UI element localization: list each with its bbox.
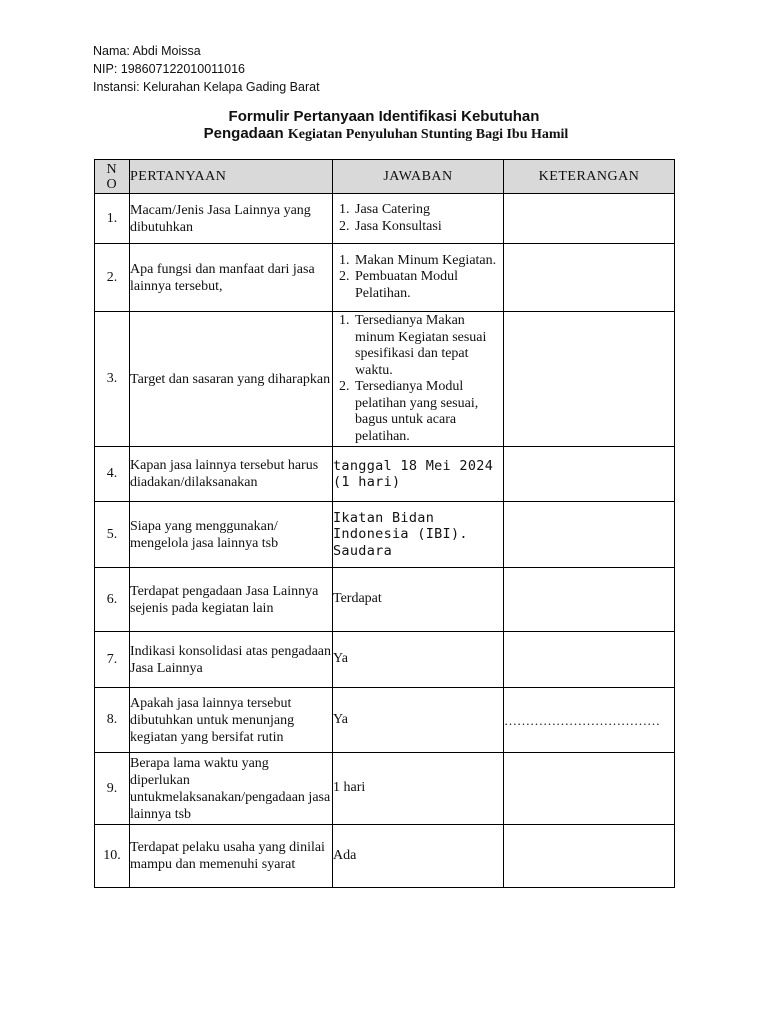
row-question: Apakah jasa lainnya tersebut dibutuhkan untuk menunjang kegiatan yang bersifat rutin	[130, 688, 333, 753]
row-number: 4.	[95, 447, 130, 502]
table-row	[95, 447, 675, 502]
form-title: Formulir Pertanyaan Identifikasi Kebutuhan	[228, 108, 540, 125]
row-number: 6.	[95, 568, 130, 632]
institution-line: Instansi: Kelurahan Kelapa Gading Barat	[93, 80, 320, 94]
row-number: 7.	[95, 632, 130, 688]
row-question: Terdapat pelaku usaha yang dinilai mampu dan memenuhi syarat	[130, 825, 333, 888]
table-row	[95, 825, 675, 888]
row-number: 9.	[95, 753, 130, 825]
answer-item: 2. Tersedianya Modul pelatihan yang sesuai, bagus untuk acara pelatihan.	[353, 379, 503, 445]
row-note	[504, 825, 675, 888]
table-row	[95, 244, 675, 312]
name-line: Nama: Abdi Moissa	[93, 44, 201, 58]
row-answer: Ya	[333, 632, 504, 688]
row-question: Target dan sasaran yang diharapkan	[130, 312, 333, 447]
row-number: 10.	[95, 825, 130, 888]
table-row	[95, 194, 675, 244]
row-question: Berapa lama waktu yang diperlukan untukmelaksanakan/pengadaan jasa lainnya tsb	[130, 753, 333, 825]
row-number: 2.	[95, 244, 130, 312]
table-row	[95, 312, 675, 447]
row-question: Indikasi konsolidasi atas pengadaan Jasa Lainnya	[130, 632, 333, 688]
row-question: Terdapat pengadaan Jasa Lainnya sejenis pada kegiatan lain	[130, 568, 333, 632]
table-row	[95, 753, 675, 825]
row-note	[504, 632, 675, 688]
row-answer: Ya	[333, 688, 504, 753]
form-subtitle	[0, 125, 768, 144]
form-subtitle-prefix: Pengadaan	[203, 125, 288, 142]
col-header-answer: JAWABAN	[333, 160, 504, 194]
row-question: Kapan jasa lainnya tersebut harus diadakan/dilaksanakan	[130, 447, 333, 502]
row-note: ………………………………	[504, 688, 675, 753]
row-answer: tanggal 18 Mei 2024 (1 hari)	[333, 447, 504, 502]
answer-item: 1. Jasa Catering	[353, 202, 503, 219]
table-header-row	[95, 160, 675, 194]
row-question: Siapa yang menggunakan/ mengelola jasa lainnya tsb	[130, 502, 333, 568]
answer-item: 2. Pembuatan Modul Pelatihan.	[353, 269, 503, 302]
row-number: 5.	[95, 502, 130, 568]
col-header-question: PERTANYAAN	[130, 160, 333, 194]
row-answer: Terdapat	[333, 568, 504, 632]
requirements-table	[94, 159, 675, 888]
row-note	[504, 194, 675, 244]
row-note	[504, 502, 675, 568]
table-row	[95, 502, 675, 568]
answer-item: 2. Jasa Konsultasi	[353, 219, 503, 236]
row-number: 3.	[95, 312, 130, 447]
applicant-info	[93, 42, 320, 96]
table-row	[95, 632, 675, 688]
row-question: Apa fungsi dan manfaat dari jasa lainnya tersebut,	[130, 244, 333, 312]
form-subtitle-topic: Kegiatan Penyuluhan Stunting Bagi Ibu Hamil	[287, 127, 569, 142]
row-note	[504, 244, 675, 312]
col-header-note: KETERANGAN	[504, 160, 675, 194]
answer-item: 1. Tersedianya Makan minum Kegiatan sesuai spesifikasi dan tepat waktu.	[353, 313, 503, 379]
row-answer	[333, 244, 504, 312]
table-row	[95, 688, 675, 753]
row-answer: Ada	[333, 825, 504, 888]
row-question: Macam/Jenis Jasa Lainnya yang dibutuhkan	[130, 194, 333, 244]
table-row	[95, 568, 675, 632]
col-header-no: N O	[95, 160, 130, 194]
answer-item: 1. Makan Minum Kegiatan.	[353, 253, 503, 270]
row-number: 1.	[95, 194, 130, 244]
row-answer	[333, 312, 504, 447]
nip-line: NIP: 198607122010011016	[93, 62, 245, 76]
row-note	[504, 312, 675, 447]
row-note	[504, 447, 675, 502]
row-answer	[333, 194, 504, 244]
row-note	[504, 753, 675, 825]
row-answer: Ikatan Bidan Indonesia (IBI). Saudara	[333, 502, 504, 568]
row-answer: 1 hari	[333, 753, 504, 825]
row-note	[504, 568, 675, 632]
row-number: 8.	[95, 688, 130, 753]
